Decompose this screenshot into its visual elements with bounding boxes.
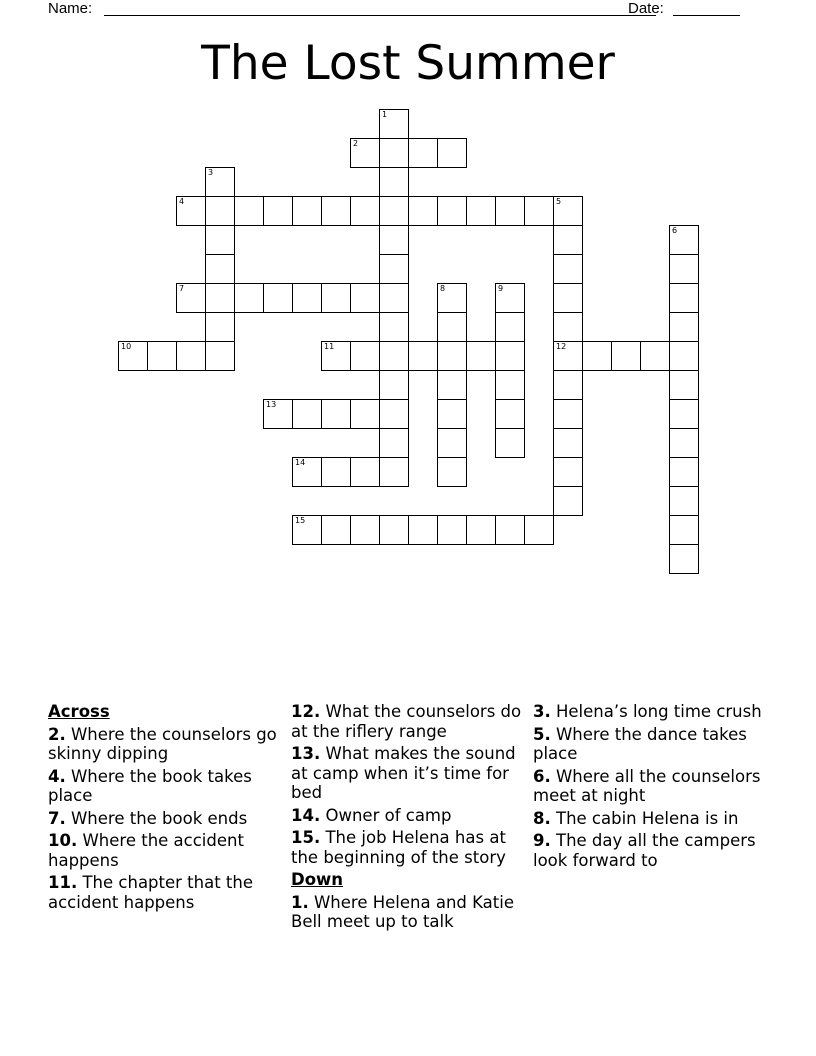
clue-number: 11 [324, 342, 335, 351]
grid-cell[interactable] [379, 196, 409, 226]
grid-cell[interactable] [350, 196, 380, 226]
grid-cell[interactable] [466, 196, 496, 226]
grid-cell[interactable] [582, 341, 612, 371]
clue-number: 2 [353, 139, 359, 148]
name-label: Name: [48, 0, 93, 17]
clue-text: The job Helena has at the beginning of the story [291, 828, 506, 867]
clue-number: 13 [266, 400, 277, 409]
grid-cell[interactable] [350, 138, 380, 168]
grid-cell[interactable] [669, 225, 699, 255]
grid-cell[interactable] [669, 486, 699, 516]
grid-cell[interactable] [669, 515, 699, 545]
grid-cell[interactable] [669, 254, 699, 284]
clue-number: 7 [179, 284, 185, 293]
clue-number-label: 11. [48, 873, 78, 892]
clue-number: 12 [556, 342, 567, 351]
grid-cell[interactable] [292, 515, 322, 545]
clue-column-1 [48, 702, 284, 915]
grid-cell[interactable] [176, 341, 206, 371]
clue-item [291, 893, 527, 932]
grid-cell[interactable] [553, 283, 583, 313]
grid-cell[interactable] [321, 341, 351, 371]
clue-number-label: 3. [533, 702, 551, 721]
grid-cell[interactable] [437, 370, 467, 400]
grid-cell[interactable] [669, 341, 699, 371]
grid-cell[interactable] [553, 196, 583, 226]
grid-cell[interactable] [350, 341, 380, 371]
grid-cell[interactable] [669, 428, 699, 458]
grid-cell[interactable] [553, 486, 583, 516]
grid-cell[interactable] [437, 428, 467, 458]
across-clue-list-continued [291, 702, 527, 867]
grid-cell[interactable] [553, 312, 583, 342]
grid-cell[interactable] [205, 167, 235, 197]
grid-cell[interactable] [611, 341, 641, 371]
clue-item [533, 725, 769, 764]
grid-cell[interactable] [408, 138, 438, 168]
grid-cell[interactable] [118, 341, 148, 371]
clue-number: 8 [440, 284, 446, 293]
clue-text: The cabin Helena is in [550, 808, 739, 828]
clue-number-label: 4. [48, 766, 66, 786]
grid-cell[interactable] [292, 399, 322, 429]
across-clue-list [48, 725, 284, 913]
grid-cell[interactable] [292, 196, 322, 226]
grid-cell[interactable] [437, 341, 467, 371]
clue-number-label: 8. [533, 808, 551, 828]
clue-item [48, 809, 284, 829]
page-title: The Lost Summer [201, 36, 615, 91]
clue-number-label: 15. [291, 828, 321, 847]
grid-cell[interactable] [495, 283, 525, 313]
clue-item [533, 809, 769, 829]
clue-item [533, 767, 769, 806]
clue-item [291, 806, 527, 826]
grid-cell[interactable] [553, 254, 583, 284]
grid-cell[interactable] [669, 457, 699, 487]
grid-cell[interactable] [379, 428, 409, 458]
grid-cell[interactable] [176, 196, 206, 226]
date-label: Date: [628, 0, 664, 17]
grid-cell[interactable] [524, 196, 554, 226]
grid-cell[interactable] [495, 312, 525, 342]
grid-cell[interactable] [669, 399, 699, 429]
grid-cell[interactable] [379, 283, 409, 313]
grid-cell[interactable] [437, 399, 467, 429]
clue-item [533, 831, 769, 870]
grid-cell[interactable] [379, 167, 409, 197]
grid-cell[interactable] [495, 515, 525, 545]
clue-number-label: 1. [291, 892, 309, 912]
grid-cell[interactable] [292, 283, 322, 313]
grid-cell[interactable] [379, 109, 409, 139]
clue-item [48, 767, 284, 806]
clue-number: 14 [295, 458, 306, 467]
grid-cell[interactable] [205, 341, 235, 371]
grid-cell[interactable] [205, 283, 235, 313]
grid-cell[interactable] [379, 254, 409, 284]
grid-cell[interactable] [205, 196, 235, 226]
grid-cell[interactable] [553, 225, 583, 255]
clue-number: 9 [498, 284, 504, 293]
clue-number: 1 [382, 110, 388, 119]
clue-item [533, 702, 769, 722]
clue-text: Where the accident happens [48, 831, 244, 870]
grid-cell[interactable] [350, 283, 380, 313]
clue-number: 4 [179, 197, 185, 206]
clue-number-label: 2. [48, 724, 66, 744]
clue-item [48, 873, 284, 912]
grid-cell[interactable] [147, 341, 177, 371]
grid-cell[interactable] [408, 515, 438, 545]
grid-cell[interactable] [321, 457, 351, 487]
grid-cell[interactable] [205, 254, 235, 284]
grid-cell[interactable] [553, 457, 583, 487]
clue-number: 15 [295, 516, 306, 525]
grid-cell[interactable] [437, 312, 467, 342]
grid-cell[interactable] [263, 283, 293, 313]
grid-cell[interactable] [350, 399, 380, 429]
clue-item [291, 828, 527, 867]
grid-cell[interactable] [669, 283, 699, 313]
grid-cell[interactable] [669, 544, 699, 574]
grid-cell[interactable] [379, 515, 409, 545]
grid-cell[interactable] [408, 196, 438, 226]
grid-cell[interactable] [321, 196, 351, 226]
grid-cell[interactable] [379, 399, 409, 429]
clue-number: 5 [556, 197, 562, 206]
clue-column-2 [291, 702, 527, 935]
grid-cell[interactable] [350, 515, 380, 545]
grid-cell[interactable] [379, 138, 409, 168]
clue-number-label: 13. [291, 744, 321, 763]
grid-cell[interactable] [379, 312, 409, 342]
grid-cell[interactable] [263, 196, 293, 226]
grid-cell[interactable] [379, 370, 409, 400]
grid-cell[interactable] [553, 370, 583, 400]
grid-cell[interactable] [553, 399, 583, 429]
clue-text: Where the book ends [65, 808, 248, 828]
clue-item [48, 725, 284, 764]
down-clue-list-continued [533, 702, 769, 870]
clue-text: Owner of camp [320, 805, 452, 825]
clue-text: Where Helena and Katie Bell meet up to talk [291, 892, 514, 931]
down-heading: Down [291, 870, 344, 889]
grid-cell[interactable] [292, 457, 322, 487]
grid-cell[interactable] [176, 283, 206, 313]
clue-number-label: 6. [533, 766, 551, 786]
clue-number: 10 [121, 342, 132, 351]
grid-cell[interactable] [553, 341, 583, 371]
grid-cell[interactable] [669, 312, 699, 342]
grid-cell[interactable] [205, 312, 235, 342]
clue-number: 6 [672, 226, 678, 235]
down-clue-list [291, 893, 527, 932]
clue-number-label: 5. [533, 724, 551, 744]
grid-cell[interactable] [437, 283, 467, 313]
grid-cell[interactable] [321, 515, 351, 545]
grid-cell[interactable] [495, 370, 525, 400]
grid-cell[interactable] [205, 225, 235, 255]
grid-cell[interactable] [321, 283, 351, 313]
clue-text: What the counselors do at the riflery range [291, 702, 522, 741]
grid-cell[interactable] [437, 515, 467, 545]
clue-text: Helena’s long time crush [550, 702, 762, 721]
clue-number-label: 7. [48, 808, 66, 828]
grid-cell[interactable] [234, 196, 264, 226]
grid-cell[interactable] [350, 457, 380, 487]
grid-cell[interactable] [408, 341, 438, 371]
clue-item [291, 702, 527, 741]
grid-cell[interactable] [669, 370, 699, 400]
grid-cell[interactable] [263, 399, 293, 429]
clue-text: What makes the sound at camp when it’s time for bed [291, 744, 516, 802]
grid-cell[interactable] [234, 283, 264, 313]
clue-text: The day all the campers look forward to [533, 831, 756, 870]
clue-number: 3 [208, 168, 214, 177]
clue-number-label: 12. [291, 702, 321, 721]
clue-text: Where the dance takes place [533, 724, 747, 763]
grid-cell[interactable] [379, 225, 409, 255]
clue-column-3 [533, 702, 769, 873]
grid-cell[interactable] [379, 341, 409, 371]
clue-item [48, 831, 284, 870]
grid-cell[interactable] [524, 515, 554, 545]
grid-cell[interactable] [495, 428, 525, 458]
grid-cell[interactable] [466, 515, 496, 545]
grid-cell[interactable] [495, 341, 525, 371]
grid-cell[interactable] [379, 457, 409, 487]
clue-text: Where the counselors go skinny dipping [48, 724, 277, 763]
grid-cell[interactable] [553, 428, 583, 458]
grid-cell[interactable] [640, 341, 670, 371]
across-heading: Across [48, 702, 110, 721]
clue-number-label: 14. [291, 805, 321, 825]
clue-text: Where the book takes place [48, 766, 252, 805]
grid-cell[interactable] [321, 399, 351, 429]
clue-item [291, 744, 527, 803]
grid-cell[interactable] [495, 196, 525, 226]
grid-cell[interactable] [437, 196, 467, 226]
grid-cell[interactable] [437, 457, 467, 487]
grid-cell[interactable] [437, 138, 467, 168]
clue-number-label: 9. [533, 831, 551, 850]
clue-text: The chapter that the accident happens [48, 873, 254, 912]
clue-number-label: 10. [48, 831, 78, 850]
clue-text: Where all the counselors meet at night [533, 766, 761, 805]
grid-cell[interactable] [495, 399, 525, 429]
grid-cell[interactable] [466, 341, 496, 371]
